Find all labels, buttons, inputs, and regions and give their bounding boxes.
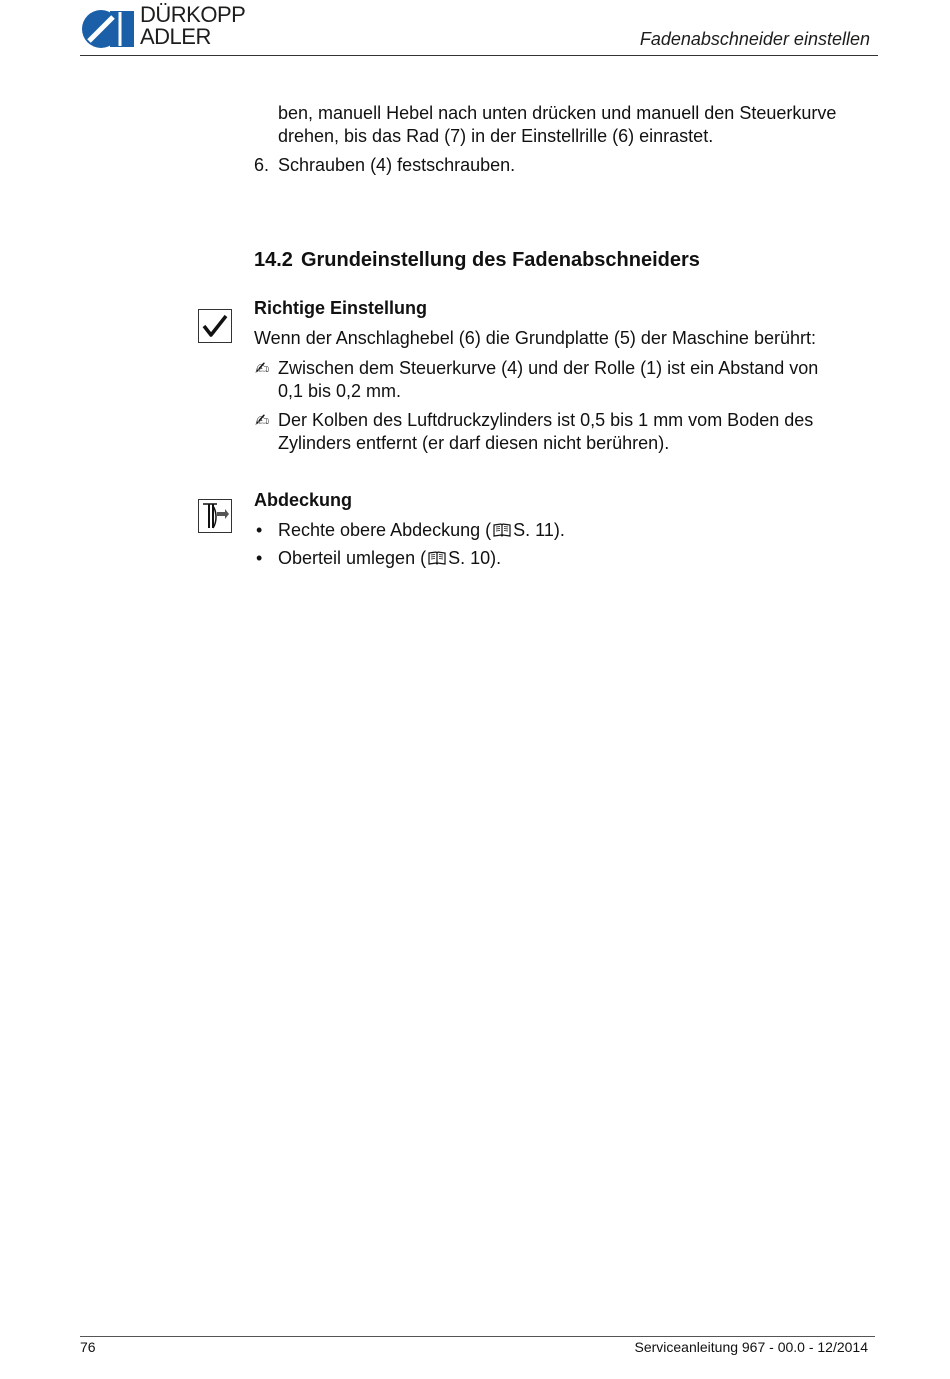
bullet: • xyxy=(256,520,263,540)
cover-item-1 xyxy=(278,519,565,542)
section-title: Grundeinstellung des Fadenabschneiders xyxy=(300,249,700,271)
brand-logo xyxy=(80,2,270,52)
cover-item-2-ref[interactable]: S. 10 xyxy=(448,548,491,568)
result-2-line-2: Zylinders entfernt (er darf diesen nicht berühren). xyxy=(278,433,670,453)
page-number: 76 xyxy=(80,1339,96,1355)
step-number: 6. xyxy=(254,155,270,175)
result-marker-icon: ✍ xyxy=(255,359,270,378)
result-2-line-1: Der Kolben des Luftdruckzylinders ist 0,5 bis 1 mm vom Boden des xyxy=(278,410,814,430)
continued-step-line-1: ben, manuell Hebel nach unten drücken und manuell den Steuerkurve xyxy=(278,103,837,123)
cover-item-2 xyxy=(278,547,501,570)
result-marker-icon: ✍ xyxy=(255,411,270,430)
section-heading xyxy=(254,249,700,272)
footer-doc-info: Serviceanleitung 967 - 00.0 - 12/2014 xyxy=(634,1339,868,1355)
cover-item-2-text: Oberteil umlegen ( xyxy=(278,548,427,568)
duerkopp-adler-logo-icon xyxy=(80,8,136,50)
header-divider xyxy=(80,55,878,56)
cover-heading: Abdeckung xyxy=(254,490,353,510)
section-number: 14.2 xyxy=(254,249,293,271)
cover-item-1-ref[interactable]: S. 11 xyxy=(513,520,554,540)
cover-item-1-text: Rechte obere Abdeckung ( xyxy=(278,520,492,540)
result-1-line-2: 0,1 bis 0,2 mm. xyxy=(278,381,402,401)
footer-divider xyxy=(80,1336,875,1337)
cover-item-2-end: ). xyxy=(490,548,502,568)
page-header-title: Fadenabschneider einstellen xyxy=(639,29,870,49)
book-reference-icon xyxy=(493,523,511,537)
correct-setting-intro: Wenn der Anschlaghebel (6) die Grundplatte (5) der Maschine berührt: xyxy=(254,328,816,348)
step-text: Schrauben (4) festschrauben. xyxy=(278,155,516,175)
correct-setting-heading: Richtige Einstellung xyxy=(254,298,428,318)
checkmark-icon xyxy=(198,309,232,343)
bullet: • xyxy=(256,548,263,568)
book-reference-icon xyxy=(428,551,446,565)
brand-name xyxy=(140,4,245,48)
brand-line-1: DÜRKOPP xyxy=(140,2,246,27)
cover-door-icon xyxy=(198,499,232,533)
brand-line-2: ADLER xyxy=(140,24,211,49)
cover-item-1-end: ). xyxy=(553,520,565,540)
continued-step-line-2: drehen, bis das Rad (7) in der Einstellrille (6) einrastet. xyxy=(278,126,714,146)
result-1-line-1: Zwischen dem Steuerkurve (4) und der Rolle (1) ist ein Abstand von xyxy=(278,358,819,378)
